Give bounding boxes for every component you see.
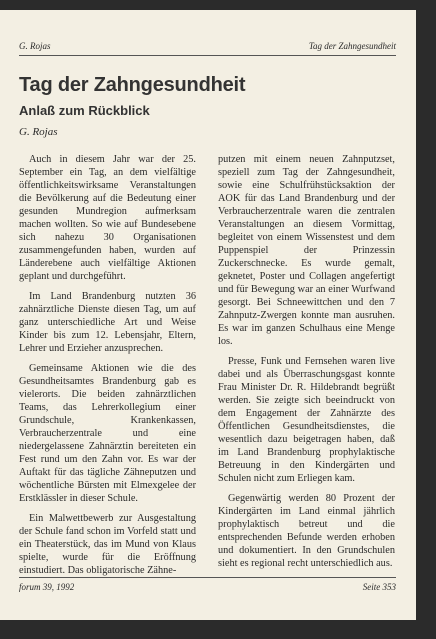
footer-page-number: Seite 353 [362,582,396,592]
article-author: G. Rojas [19,126,58,138]
running-header-title: Tag der Zahngesundheit [308,41,396,51]
article-subtitle: Anlaß zum Rückblick [19,103,150,118]
paragraph: Gemeinsame Aktionen wie die des Gesundheitsamtes Brandenburg gab es vielerorts. Die beiden zahnärztlichen Teams, das Lehrerkollegium einer Grundschule, Krankenkassen, Verbraucherzentrale und eine niedergelassene Zahnärztin bereiteten ein Fest rund um den Zahn vor. Es war der Auftakt für das tägliche Zähneputzen und wöchentliche Bürsten mit Elmexgelee der Erstklässler in dieser Schule. [19,363,196,504]
paragraph: Presse, Funk und Fernsehen waren live dabei und als Überraschungsgast konnte Frau Minister Dr. R. Hildebrandt begrüßt werden. Sie zeigte sich beeindruckt von dem Engagement der Zahnärzte des Öffentlichen Gesundheitsdienstes, die wesentlich dazu beigetragen haben, daß im Land Brandenburg prophylaktische Betreuung in den Kindergärten und Schulen nicht zum Erliegen kam. [218,356,395,484]
footer-journal: forum 39, 1992 [19,582,75,592]
text-column-right [218,153,395,577]
footer-rule [19,577,396,578]
paragraph: Gegenwärtig werden 80 Prozent der Kindergärten im Land einmal jährlich prophylaktisch betreut und die entsprechenden Befunde werden erhoben und dokumentiert. In den Grundschulen sieht es regional recht unterschiedlich aus. [218,493,395,569]
text-column-left [19,153,196,584]
paragraph: putzen mit einem neuen Zahnputzset, speziell zum Tag der Zahngesundheit, sowie eine Schulfrühstücksaktion der AOK für das Land Brandenburg und der Verbraucherzentrale waren die zentralen Veranstaltungen an diesem Vormittag, begleitet von einem Wissenstest und dem Puppenspiel der Prinzessin Zuckerschnecke. Es wurde gemalt, geknetet, Poster und Collagen angefertigt und für Bewegung war an einer Wurfwand gesorgt. Bei Schneewittchen und den 7 Zahnputz-Zwergen konnte man ausruhen. Es war im ganzen Schulhaus eine Menge los. [218,154,395,347]
paragraph: Im Land Brandenburg nutzten 36 zahnärztliche Dienste diesen Tag, um auf ganz unterschiedliche Art und Weise Kinder bis zum 12. Lebensjahr, Eltern, Lehrer und Erzieher anzusprechen. [19,291,196,354]
article-title: Tag der Zahngesundheit [19,74,246,96]
paragraph: Auch in diesem Jahr war der 25. September ein Tag, an dem vielfältige öffentlichkeitswirksame Veranstaltungen die Bevölkerung auf die Bedeutung einer gesunden Mundregion aufmerksam machen wollten. So wie auf Bundesebene sich nahezu 30 Organisationen zusammengefunden haben, wurden auf Länderebene auch vielfältige Aktionen geplant und durchgeführt. [19,154,196,282]
journal-page [0,10,416,620]
running-header-author: G. Rojas [19,41,51,51]
paragraph: Ein Malwettbewerb zur Ausgestaltung der Schule fand schon im Vorfeld statt und ein Theaterstück, das im Mund von Klaus spielte, wurde für die Eröffnung einstudiert. Das obligatorische Zähne- [19,513,196,576]
header-rule [19,55,396,56]
